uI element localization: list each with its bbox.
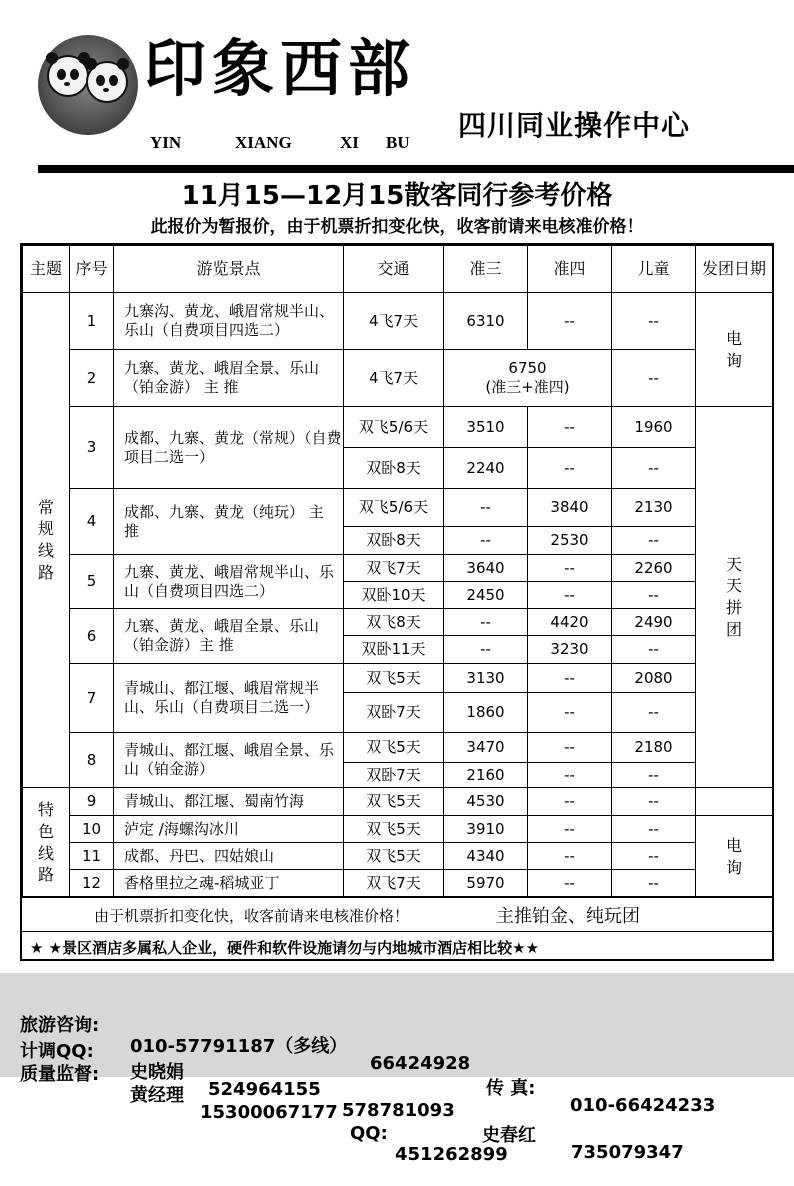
row-std4: --	[528, 293, 612, 350]
row-std3: 3470	[444, 733, 528, 763]
row-transport: 双卧8天	[344, 527, 444, 555]
price-footnote	[22, 896, 772, 931]
page-title: 11月15—12月15散客同行参考价格	[181, 181, 613, 211]
table-row	[23, 788, 773, 816]
row-std4: --	[528, 555, 612, 582]
row-spots: 九寨、黄龙、峨眉常规半山、乐山（自费项目四选二）	[114, 555, 344, 609]
planner-qq-2: 578781093	[342, 1100, 455, 1121]
row-spots: 九寨沟、黄龙、峨眉常规半山、乐山（自费项目四选二）	[114, 293, 344, 350]
row-std3: 6310	[444, 293, 528, 350]
warning-text: ★ ★景区酒店多属私人企业，硬件和软件设施请勿与内地城市酒店相比较★★	[30, 939, 540, 957]
row-std3: 3640	[444, 555, 528, 582]
table-row	[23, 733, 773, 763]
quality-qq: 451262899	[395, 1144, 508, 1165]
row-child: 2260	[612, 555, 696, 582]
row-child: --	[612, 843, 696, 870]
row-no: 7	[70, 664, 114, 733]
quality-qq-label: QQ:	[350, 1123, 388, 1144]
row-child: --	[612, 693, 696, 733]
row-no: 8	[70, 733, 114, 788]
fax-number: 010-66424233	[570, 1095, 716, 1116]
table-row	[23, 555, 773, 582]
row-transport: 双飞5天	[344, 788, 444, 816]
row-spots: 成都、九寨、黄龙（纯玩） 主 推	[114, 489, 344, 555]
row-no: 1	[70, 293, 114, 350]
row-no: 12	[70, 870, 114, 898]
quality-label: 质量监督:	[20, 1064, 100, 1085]
row-spots: 泸定 /海螺沟冰川	[114, 816, 344, 843]
row-child: --	[612, 293, 696, 350]
contact-band	[0, 973, 794, 1165]
schedule-label: 电询	[726, 835, 743, 877]
header-departure: 发团日期	[696, 246, 773, 293]
row-std3: --	[444, 609, 528, 636]
highlight-note: 主推铂金、纯玩团	[496, 906, 640, 927]
row-spots: 青城山、都江堰、峨眉常规半山、乐山（自费项目二选一）	[114, 664, 344, 733]
row-child: --	[612, 763, 696, 788]
consult-phone-2: 66424928	[370, 1053, 471, 1074]
row-transport: 双卧8天	[344, 448, 444, 489]
header-child: 儿童	[612, 246, 696, 293]
row-no: 5	[70, 555, 114, 609]
planner-name: 史晓娟	[130, 1062, 184, 1083]
row-std4: 3840	[528, 489, 612, 527]
table-row	[23, 870, 773, 898]
row-no: 10	[70, 816, 114, 843]
row-std4: --	[528, 816, 612, 843]
row-no: 6	[70, 609, 114, 664]
row-child: --	[612, 350, 696, 407]
quality-person: 黄经理	[130, 1085, 184, 1106]
row-child: 2080	[612, 664, 696, 693]
row-std4: --	[528, 788, 612, 816]
table-header-row	[23, 246, 773, 293]
row-std4: --	[528, 733, 612, 763]
row-transport: 双飞5天	[344, 664, 444, 693]
row-std4: --	[528, 843, 612, 870]
table-row	[23, 609, 773, 636]
row-std4: 2530	[528, 527, 612, 555]
row-transport: 双飞5天	[344, 733, 444, 763]
row-spots: 青城山、都江堰、峨眉全景、乐山（铂金游）	[114, 733, 344, 788]
theme-label: 特色线路	[38, 800, 55, 885]
table-row	[23, 350, 773, 407]
consult-label: 旅游咨询:	[20, 1015, 100, 1036]
table-row	[23, 489, 773, 527]
center-subtitle: 四川同业操作中心	[458, 109, 691, 142]
table-row	[23, 816, 773, 843]
price-table	[22, 245, 773, 898]
header-std4: 准四	[528, 246, 612, 293]
planner-qq: 524964155	[208, 1079, 321, 1100]
row-transport: 双飞7天	[344, 555, 444, 582]
theme-label: 常规线路	[38, 497, 55, 582]
row-std4: 3230	[528, 636, 612, 664]
row-std3: --	[444, 527, 528, 555]
row-std3: 2450	[444, 582, 528, 609]
panda-logo	[38, 35, 138, 135]
table-row	[23, 843, 773, 870]
row-transport: 双卧11天	[344, 636, 444, 664]
brand-pinyin: YIN	[150, 133, 182, 152]
row-transport: 4飞7天	[344, 293, 444, 350]
row-child: 2180	[612, 733, 696, 763]
row-spots: 青城山、都江堰、蜀南竹海	[114, 788, 344, 816]
row-std4: --	[528, 763, 612, 788]
theme-cell	[23, 788, 70, 898]
row-std3: 4530	[444, 788, 528, 816]
panda-icon	[86, 61, 128, 103]
row-std3: 5970	[444, 870, 528, 898]
row-transport: 双卧7天	[344, 763, 444, 788]
row-spots: 九寨、黄龙、峨眉全景、乐山（铂金游） 主 推	[114, 350, 344, 407]
schedule-cell	[696, 293, 773, 407]
row-std4: --	[528, 582, 612, 609]
row-std4: 4420	[528, 609, 612, 636]
row-std3: 2240	[444, 448, 528, 489]
price-notice: 此报价为暂报价，由于机票折扣变化快，收客前请来电核准价格！	[150, 217, 644, 237]
row-child: 2490	[612, 609, 696, 636]
consult-phone: 010-57791187（多线）	[130, 1036, 348, 1057]
row-std3: --	[444, 489, 528, 527]
header-theme: 主题	[23, 246, 70, 293]
row-std3: 1860	[444, 693, 528, 733]
row-child: 1960	[612, 407, 696, 448]
row-std3: 3910	[444, 816, 528, 843]
row-no: 9	[70, 788, 114, 816]
row-transport: 双卧10天	[344, 582, 444, 609]
row-child: --	[612, 816, 696, 843]
header-spots: 游览景点	[114, 246, 344, 293]
header-divider	[38, 165, 794, 173]
hotel-warning	[22, 931, 772, 962]
header-std3: 准三	[444, 246, 528, 293]
planner-name: 史春红	[482, 1125, 536, 1146]
qq-label: 计调QQ:	[20, 1041, 94, 1062]
row-spots: 成都、九寨、黄龙（常规）（自费项目二选一）	[114, 407, 344, 489]
schedule-cell	[696, 407, 773, 788]
row-std3: 3130	[444, 664, 528, 693]
row-std4: --	[528, 664, 612, 693]
row-transport: 双飞5/6天	[344, 407, 444, 448]
row-std4: --	[528, 693, 612, 733]
row-spots: 九寨、黄龙、峨眉全景、乐山（铂金游）主 推	[114, 609, 344, 664]
row-no: 11	[70, 843, 114, 870]
panda-icon	[47, 55, 89, 97]
header-no: 序号	[70, 246, 114, 293]
row-std3: --	[444, 636, 528, 664]
theme-cell	[23, 293, 70, 788]
row-std3: 3510	[444, 407, 528, 448]
row-combined-price	[444, 350, 612, 407]
row-child: --	[612, 788, 696, 816]
schedule-cell	[696, 816, 773, 898]
table-row	[23, 664, 773, 693]
row-child: --	[612, 448, 696, 489]
row-child: --	[612, 870, 696, 898]
header-transport: 交通	[344, 246, 444, 293]
price-note: 由于机票折扣变化快，收客前请来电核准价格！	[94, 907, 410, 925]
fax-label: 传 真:	[486, 1078, 536, 1099]
row-transport: 双卧7天	[344, 693, 444, 733]
row-transport: 双飞7天	[344, 870, 444, 898]
row-std3: 4340	[444, 843, 528, 870]
row-std3: 2160	[444, 763, 528, 788]
row-transport: 双飞8天	[344, 609, 444, 636]
row-transport: 4飞7天	[344, 350, 444, 407]
row-no: 3	[70, 407, 114, 489]
row-transport: 双飞5天	[344, 843, 444, 870]
table-row	[23, 293, 773, 350]
combined-note: (准三+准四)	[485, 378, 570, 396]
brand-pinyin: BU	[386, 133, 410, 152]
row-std4: --	[528, 448, 612, 489]
schedule-label: 电询	[726, 328, 743, 370]
row-child: --	[612, 582, 696, 609]
brand-pinyin: XIANG	[235, 133, 292, 152]
row-std4: --	[528, 870, 612, 898]
row-no: 2	[70, 350, 114, 407]
combined-price: 6750	[508, 359, 547, 378]
row-child: --	[612, 527, 696, 555]
price-sheet	[20, 243, 774, 961]
row-spots: 成都、丹巴、四姑娘山	[114, 843, 344, 870]
row-no: 4	[70, 489, 114, 555]
row-spots: 香格里拉之魂-稻城亚丁	[114, 870, 344, 898]
row-child: 2130	[612, 489, 696, 527]
row-transport: 双飞5/6天	[344, 489, 444, 527]
row-child: --	[612, 636, 696, 664]
table-row	[23, 407, 773, 448]
brand-pinyin: XI	[340, 133, 359, 152]
row-transport: 双飞5天	[344, 816, 444, 843]
brand-name: 印象西部	[144, 32, 417, 105]
schedule-label: 天天拼团	[726, 554, 743, 639]
planner-qq: 735079347	[571, 1142, 684, 1163]
row-std4: --	[528, 407, 612, 448]
quality-phone: 15300067177	[200, 1102, 338, 1123]
